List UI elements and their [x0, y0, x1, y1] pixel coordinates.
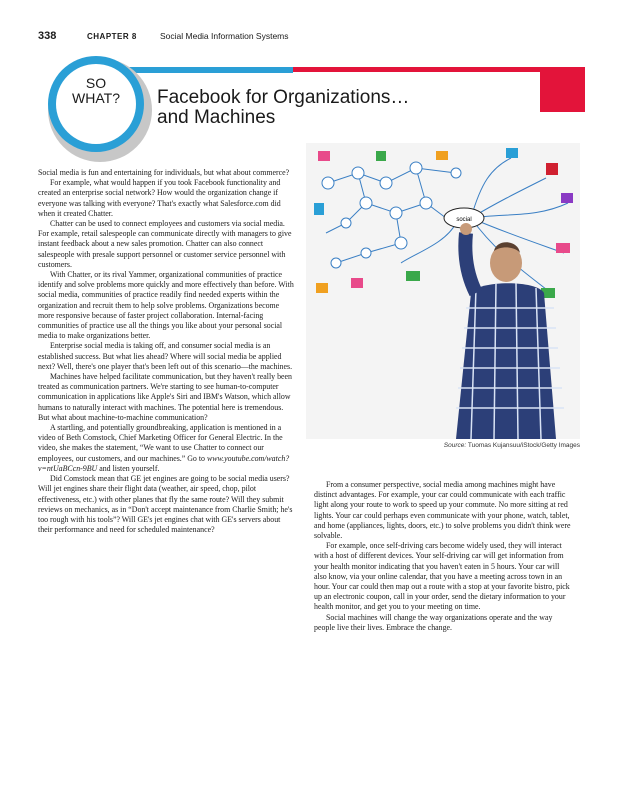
paragraph-text: and listen yourself.	[97, 463, 160, 473]
paragraph: Social machines will change the way organizations operate and the way people live their lives. Embrace the change.	[314, 612, 553, 632]
whiteboard-photo	[306, 143, 580, 439]
badge-line-2: WHAT?	[72, 90, 120, 106]
chapter-label: CHAPTER 8	[87, 32, 137, 41]
diagram-center-label: social	[456, 217, 472, 223]
paragraph: Did Comstock mean that GE jet engines are going to be social media users? Will jet engines share their flight data (weather, air speed, chop, pilot effectiveness, etc.) with other planes that fly the same route? Will they submit reviews on mechanics, as in “Don't accept maintenance from Charlie Smith; he's too rough with his tools”? Will GE's jet engines chat with GE's servers about their performance and need for scheduled maintenance?	[38, 474, 293, 535]
title-line-2: and Machines	[157, 107, 276, 128]
paragraph: Chatter can be used to connect employees and customers via social media. For example, retail salespeople can communicate directly with managers to give instant feedback about a new sales promotion. Chatter can also connect salespeople with presale support personnel or customer service personnel with customers.	[38, 219, 292, 269]
chapter-title: Social Media Information Systems	[160, 31, 289, 41]
paragraph: Social media is fun and entertaining for individuals, but what about commerce?	[38, 168, 290, 177]
video-link[interactable]: www.youtube.com/watch?v=ntUaBCcn-9BU	[38, 453, 290, 473]
paragraph: For example, what would happen if you took Facebook functionality and created an enterprise social network? How would the organization change if everyone was talking with everyone? That's exactly what Salesforce.com did when it created Chatter.	[38, 178, 281, 218]
paragraph: With Chatter, or its rival Yammer, organizational communities of practice identify and solve problems more quickly and more effectively than before. With social media, communities of practice readily find needed experts within the organization and recruit them to help solve problems. Organizations become more responsive because of faster project collaboration. Internal-facing communities of practice use all the things you like about your personal social media to make organizations better.	[38, 270, 294, 341]
paragraph: Machines have helped facilitate communication, but they haven't really been treated as communication partners. We're starting to see human-to-computer communication in applications like Apple's Siri and IBM's Watson, which allow humans to naturally interact with machines. The potential here is tremendous. But what about machine-to-machine communication?	[38, 372, 292, 422]
badge-line-1: SO	[85, 75, 107, 91]
paragraph: Enterprise social media is taking off, and consumer social media is an established success. But what lies ahead? Where will social media be applied next? Well, there's one player that's been left out of this scenario—the machines.	[38, 341, 293, 371]
paragraph: From a consumer perspective, social media among machines might have distinct advantages. For example, your car could communicate with each traffic light along your route to work to speed up your commute. No more sitting at red lights. Your car could perhaps even communicate with your phone, watch, tablet, and home (appliances, lights, doors, etc.) to solve problems you didn't think were solvable.	[314, 480, 571, 541]
so-what-badge-text	[56, 76, 136, 106]
caption-text: Tuomas Kujansuu/iStock/Getty Images	[467, 442, 580, 449]
red-accent-box	[540, 67, 585, 112]
paragraph	[38, 423, 296, 474]
paragraph-text: A startling, and potentially groundbreaking, application is mentioned in a video of Beth Comstock, Chief Marketing Officer for General Electric. In the video, she makes the statement, “We want to use Chatter to connect our employees, our customers, and our machines.” Go to	[38, 423, 283, 463]
figure-caption	[306, 442, 580, 449]
right-column	[314, 480, 572, 633]
page-number: 338	[38, 30, 57, 42]
left-column	[38, 168, 296, 535]
paragraph: For example, once self-driving cars become widely used, they will interact with a host of different devices. Your self-driving car will get information from your health monitor indicating that you haven't eaten in 5 hours. Your car will also know, via your online calendar, that you have a meeting across town in an hour. Your car could then map out a route with a stop at your favorite bistro, pick up an electronic coupon, call in your order, send the dietary information to your health monitor, and get you to your meeting on time.	[314, 541, 570, 612]
feature-title	[157, 88, 457, 128]
caption-label: Source:	[443, 442, 467, 449]
title-line-1: Facebook for Organizations…	[157, 87, 410, 108]
